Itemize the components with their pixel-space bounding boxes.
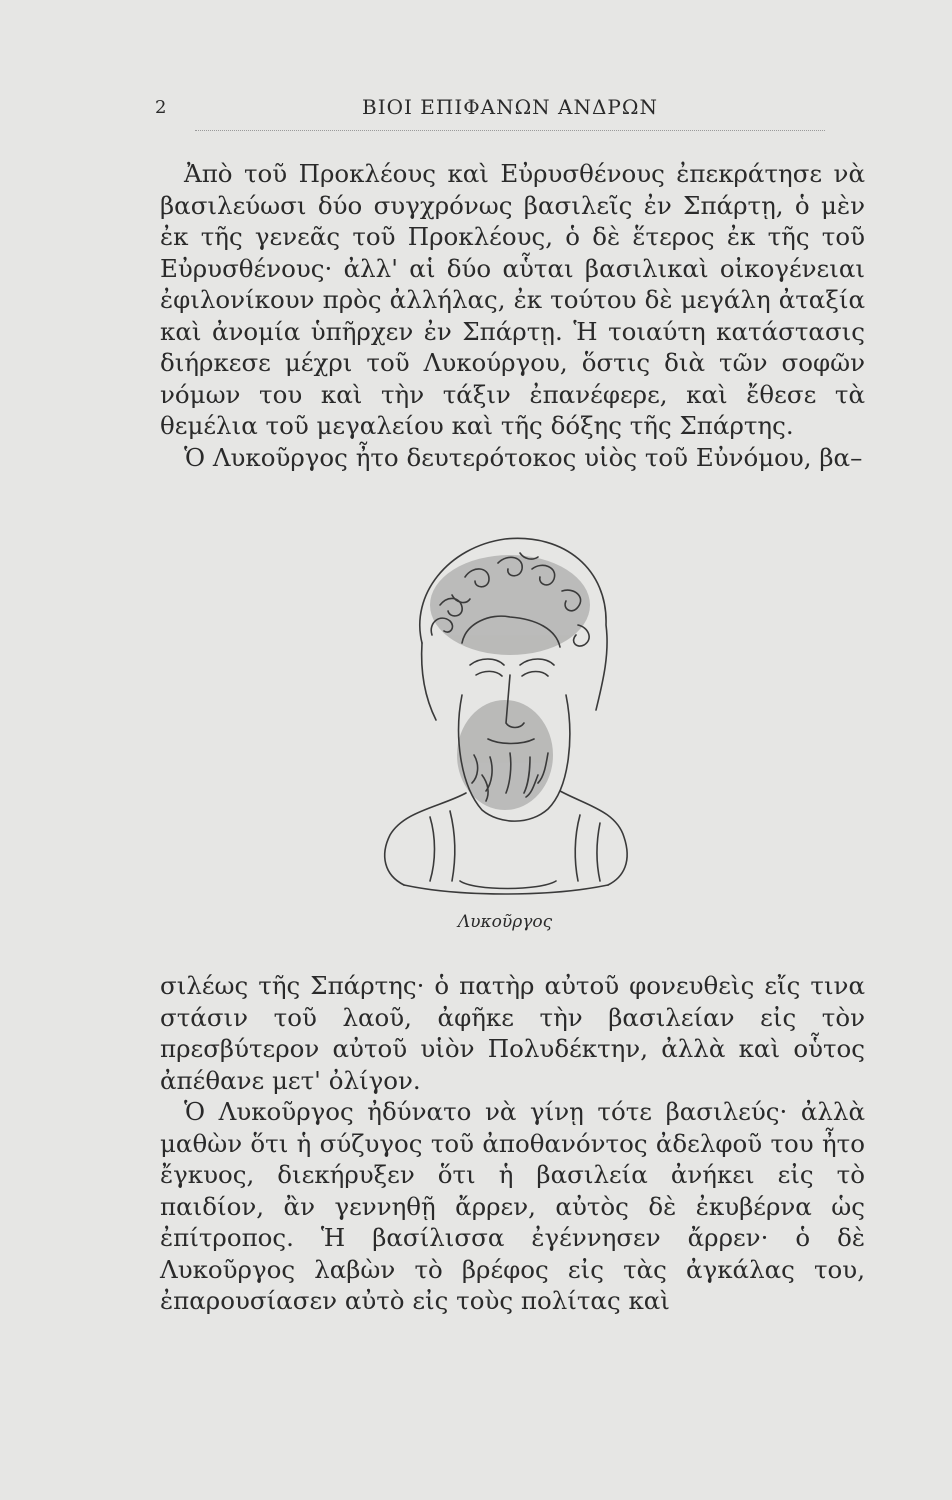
paragraph: σιλέως τῆς Σπάρτης· ὁ πατὴρ αὐτοῦ φονευθεὶς εἴς τινα στάσιν τοῦ λαοῦ, ἀφῆκε τὴν βασιλείαν εἰς τὸν πρεσβύτερον αὐτοῦ υἱὸν Πολυδέκτην, ἀλλὰ καὶ οὗτος ἀπέθανε μετ' ὀλίγον. xyxy=(160,971,865,1095)
figure-caption: Λυκοῦργος xyxy=(457,912,553,932)
page-header xyxy=(155,95,865,131)
text-block-top xyxy=(160,158,865,473)
running-title: ΒΙΟΙ ΕΠΙΦΑΝΩΝ ΑΝΔΡΩΝ xyxy=(362,95,658,119)
paragraph: Ἀπὸ τοῦ Προκλέους καὶ Εὐρυσθένους ἐπεκράτησε νὰ βασιλεύωσι δύο συγχρόνως βασιλεῖς ἐν Σπάρτῃ, ὁ μὲν ἐκ τῆς γενεᾶς τοῦ Προκλέους, ὁ δὲ ἕτερος ἐκ τῆς τοῦ Εὐρυσθένους· ἀλλ' αἱ δύο αὗται βασιλικαὶ οἰκογένειαι ἐφιλονίκουν πρὸς ἀλλήλας, ἐκ τούτου δὲ μεγάλη ἀταξία καὶ ἀνομία ὑπῆρχεν ἐν Σπάρτῃ. Ἡ τοιαύτη κατάστασις διήρκεσε μέχρι τοῦ Λυκούργου, ὅστις διὰ τῶν σοφῶν νόμων του καὶ τὴν τάξιν ἐπανέφερε, καὶ ἔθεσε τὰ θεμέλια τοῦ μεγαλείου καὶ τῆς δόξης τῆς Σπάρτης. xyxy=(160,159,865,440)
text-block-bottom xyxy=(160,970,865,1317)
paragraph: Ὁ Λυκοῦργος ἦτο δευτερότοκος υἱὸς τοῦ Εὐνόμου, βα– xyxy=(184,442,863,472)
bust-portrait-icon xyxy=(370,525,640,910)
header-rule xyxy=(195,130,825,131)
page-number: 2 xyxy=(155,97,167,118)
paragraph: Ὁ Λυκοῦργος ἠδύνατο νὰ γίνῃ τότε βασιλεύς· ἀλλὰ μαθὼν ὅτι ἡ σύζυγος τοῦ ἀποθανόντος ἀδελφοῦ του ἦτο ἔγκυος, διεκήρυξεν ὅτι ἡ βασιλεία ἀνήκει εἰς τὸ παιδίον, ἂν γεννηθῇ ἄρρεν, αὐτὸς δὲ ἐκυβέρνα ὡς ἐπίτροπος. Ἡ βασίλισσα ἐγέννησεν ἄρρεν· ὁ δὲ Λυκοῦργος λαβὼν τὸ βρέφος εἰς τὰς ἀγκάλας του, ἐπαρουσίασεν αὐτὸ εἰς τοὺς πολίτας καὶ xyxy=(160,1097,865,1315)
